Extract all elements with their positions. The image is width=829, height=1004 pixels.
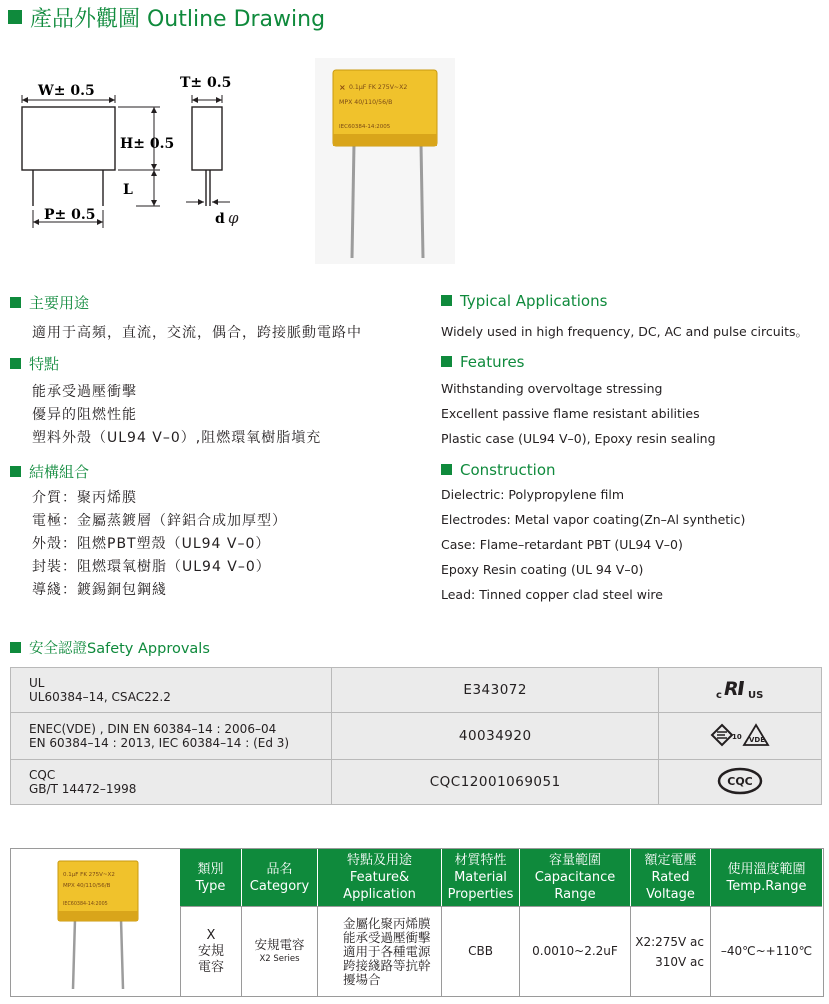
construction-heading-zh: 結構組合 (10, 461, 89, 482)
svg-text:10: 10 (732, 732, 742, 741)
construction-heading-en: Construction (441, 461, 556, 479)
usage-heading-en: Typical Applications (441, 292, 607, 310)
feature-zh-2: 優异的阻燃性能 (32, 407, 137, 423)
table-row (11, 760, 822, 805)
safety-square-icon (10, 642, 21, 653)
p-dimension-label: P± 0.5 (44, 207, 96, 223)
product-photo (11, 849, 180, 996)
safety-standard-cell: UL UL60384–14, CSAC22.2 (11, 668, 332, 713)
header-material: 材質特性 Material Properties (442, 849, 520, 906)
safety-heading: 安全認證Safety Approvals (10, 637, 210, 658)
table-row (11, 668, 822, 713)
photo-marking-1: 0.1μF FK 275V~X2 (349, 84, 408, 91)
cell-voltage: X2:275V ac 310V ac (631, 907, 711, 996)
construction-en-5: Lead: Tinned copper clad steel wire (441, 587, 663, 602)
construction-en-3: Case: Flame–retardant PBT (UL94 V–0) (441, 537, 683, 552)
product-table (10, 848, 824, 997)
construction-zh-5: 導綫：鍍錫銅包鋼綫 (32, 582, 167, 598)
enec-vde-logo (659, 713, 822, 760)
features-heading-en: Features (441, 353, 525, 371)
photo-logo: ⨯ (339, 83, 346, 92)
safety-number-cell: 40034920 (332, 713, 659, 760)
svg-text:US: US (748, 689, 764, 701)
table-row (11, 713, 822, 760)
page-title: 產品外觀圖 Outline Drawing (8, 2, 325, 33)
photo-marking-3: IEC60384-14:2005 (339, 124, 391, 130)
safety-number-cell: CQC12001069051 (332, 760, 659, 805)
header-feature: 特點及用途 Feature& Application (318, 849, 442, 906)
phi-symbol: φ (228, 209, 239, 227)
title-square-icon (8, 10, 22, 24)
construction-en-square-icon (441, 464, 452, 475)
construction-en-4: Epoxy Resin coating (UL 94 V–0) (441, 562, 644, 577)
cell-temp: –40℃~+110℃ (720, 944, 813, 958)
w-dimension-label: W± 0.5 (38, 83, 95, 99)
construction-zh-4: 封裝：阻燃環氧樹脂（UL94 V–0） (32, 559, 271, 575)
cell-capacitance: 0.0010~2.2uF (520, 907, 631, 996)
usage-text-zh: 適用于高頻，直流，交流，偶合，跨接脈動電路中 (32, 325, 362, 341)
construction-square-icon (10, 466, 21, 477)
header-type: 類別 Type (180, 849, 242, 906)
feature-zh-1: 能承受過壓衝擊 (32, 384, 137, 400)
svg-text:c: c (716, 689, 723, 701)
outline-drawing (16, 70, 261, 240)
svg-text:0.1μF FK 275V~X2: 0.1μF FK 275V~X2 (63, 872, 115, 878)
cell-feature: 金屬化聚丙烯膜 能承受過壓衝擊 適用于各種電源 跨接綫路等抗幹 擾場合 (318, 907, 442, 996)
usage-square-icon (10, 297, 21, 308)
cell-material: CBB (442, 907, 520, 996)
header-capacitance: 容量範圍 Capacitance Range (520, 849, 631, 906)
feature-zh-3: 塑料外殼（UL94 V–0）,阻燃環氧樹脂塡充 (32, 430, 322, 446)
safety-standard-cell: CQC GB/T 14472–1998 (11, 760, 332, 805)
construction-zh-1: 介質：聚丙烯膜 (32, 490, 137, 506)
svg-text:VDE: VDE (749, 735, 766, 744)
safety-standard-cell: ENEC(VDE) , DIN EN 60384–14 : 2006–04 EN 60384–14 : 2013, IEC 60384–14 : (Ed 3) (11, 713, 332, 760)
usage-heading-zh: 主要用途 (10, 292, 89, 313)
feature-en-1: Withstanding overvoltage stressing (441, 381, 663, 396)
usage-text-en: Widely used in high frequency, DC, AC and pulse circuits。 (441, 324, 809, 339)
svg-text:MPX 40/110/56/B: MPX 40/110/56/B (63, 883, 111, 889)
side-body (192, 107, 222, 170)
h-dimension-label: H± 0.5 (120, 136, 175, 152)
t-dimension-label: T± 0.5 (180, 75, 232, 91)
photo-marking-2: MPX 40/110/56/B (339, 99, 393, 106)
construction-en-2: Electrodes: Metal vapor coating(Zn–Al synthetic) (441, 512, 746, 527)
safety-table (10, 667, 822, 805)
feature-en-3: Plastic case (UL94 V–0), Epoxy resin sealing (441, 431, 716, 446)
construction-zh-2: 電極：金屬蒸鍍層（鋅鋁合成加厚型） (32, 513, 287, 529)
construction-zh-3: 外殼：阻燃PBT塑殼（UL94 V–0） (32, 536, 271, 552)
features-en-square-icon (441, 356, 452, 367)
cell-type: X 安規 電容 (180, 907, 242, 996)
safety-number-cell: E343072 (332, 668, 659, 713)
cqc-logo (659, 760, 822, 805)
construction-en-1: Dielectric: Polypropylene film (441, 487, 625, 502)
feature-en-2: Excellent passive flame resistant abilities (441, 406, 700, 421)
d-dimension-label: d (215, 211, 225, 227)
svg-text:CQC: CQC (727, 774, 753, 788)
usage-en-square-icon (441, 295, 452, 306)
front-body (22, 107, 115, 170)
features-heading-zh: 特點 (10, 353, 59, 374)
svg-text:IEC60384-14:2005: IEC60384-14:2005 (63, 902, 108, 907)
cell-category: 安規電容 X2 Series (242, 907, 318, 996)
header-voltage: 額定電壓 Rated Voltage (631, 849, 711, 906)
features-square-icon (10, 358, 21, 369)
capacitor-photo (315, 58, 455, 264)
header-category: 品名 Category (242, 849, 318, 906)
svg-text:R: R (724, 677, 739, 700)
l-dimension-label: L (123, 182, 133, 198)
cul-us-logo (659, 668, 822, 713)
header-temp: 使用溫度範圍 Temp.Range (711, 849, 822, 906)
